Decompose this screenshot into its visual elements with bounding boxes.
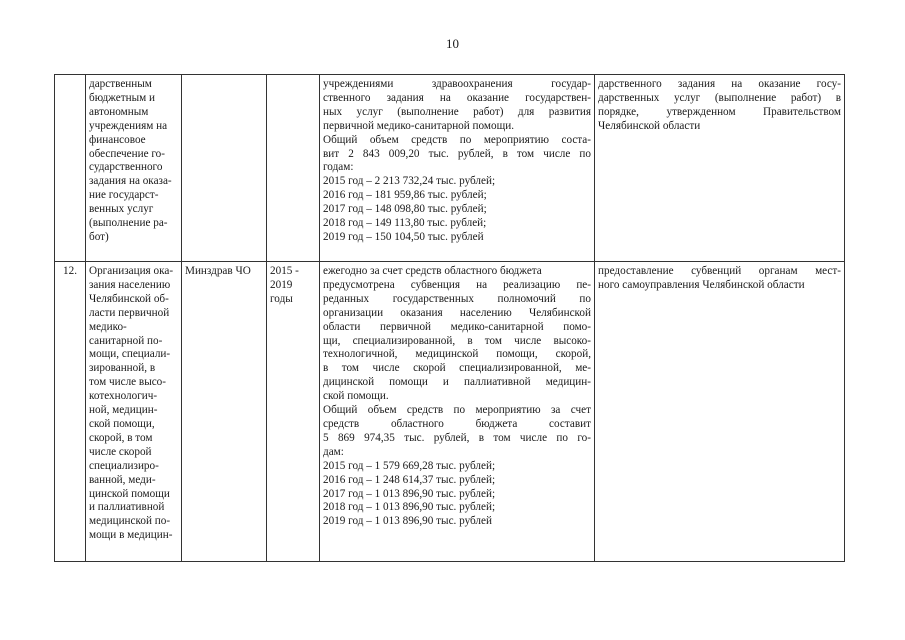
cell-text-line: медицинской по- [89, 515, 171, 528]
cell-text-line: 2015 год – 1 579 669,28 тыс. рублей; [323, 459, 496, 472]
cell-text-line: сударственного [89, 161, 163, 174]
result-cell [595, 75, 845, 262]
table-row [55, 75, 845, 262]
cell-text-line: 2018 год – 149 113,80 тыс. рублей; [323, 217, 487, 230]
cell-text-line: дам: [323, 445, 344, 458]
cell-text-line: 2019 год – 1 013 896,90 тыс. рублей [323, 515, 492, 528]
measure-name-cell [86, 262, 182, 562]
cell-text-line: дарственных услуг (выполнение работ) в [598, 91, 841, 104]
cell-text-line: предоставление субвенций органам мест- [598, 265, 841, 277]
cell-text-line: щи, специализированной, в том числе высоко- [323, 334, 591, 347]
cell-text-line: (выполнение ра- [89, 217, 168, 230]
cell-text-line: цинской помощи [89, 487, 170, 500]
cell-text-line: 5 869 974,35 тыс. рублей, в том числе по го- [323, 431, 591, 444]
cell-text-line: финансовое [89, 133, 146, 146]
cell-text-line: специализиро- [89, 459, 159, 472]
cell-text-line: ской помощи. [323, 390, 389, 403]
page-number: 10 [446, 36, 459, 51]
cell-text-line: 2016 год – 181 959,86 тыс. рублей; [323, 189, 487, 202]
executor-cell [182, 75, 267, 262]
cell-text-line: ской помощи, [89, 417, 155, 430]
cell-text-line: области первичной медико-санитарной помо- [323, 320, 591, 333]
table-row [55, 262, 845, 562]
cell-text-line: ного самоуправления Челябинской области [598, 278, 805, 291]
cell-text-line: 2016 год – 1 248 614,37 тыс. рублей; [323, 473, 496, 486]
years-cell [267, 262, 320, 562]
executor-cell: Минздрав ЧО [182, 262, 267, 562]
cell-text-line: Общий объем средств по мероприятию за счет [323, 404, 591, 417]
cell-text-line: предусмотрена субвенция на реализацию пе- [323, 278, 591, 291]
cell-text-line: Организация ока- [89, 265, 174, 277]
cell-text-line: дарственного задания на оказание госу- [598, 78, 841, 90]
cell-text-line: реданных государственных полномочий по [323, 292, 591, 305]
cell-text-line: 2015 - [270, 265, 299, 277]
years-cell [267, 75, 320, 262]
cell-text-line: зания населению [89, 278, 171, 291]
cell-text-line: ных услуг (выполнение работ) для развития [323, 105, 591, 118]
cell-text-line: и паллиативной [89, 501, 165, 514]
cell-text-line: годам: [323, 161, 354, 174]
cell-text-line: санитарной по- [89, 334, 163, 347]
cell-text-line: ванной, меди- [89, 473, 156, 486]
cell-text-line: годы [270, 292, 293, 305]
cell-text-line: дарственным [89, 78, 152, 90]
row-number-cell: 12. [55, 262, 86, 562]
cell-text-line: в том числе скорой специализированной, ме- [323, 362, 591, 375]
cell-text-line: 2019 [270, 278, 293, 291]
cell-text-line: котехнологич- [89, 390, 158, 403]
cell-text-line: ние государст- [89, 189, 159, 202]
cell-text-line: 2015 год – 2 213 732,24 тыс. рублей; [323, 175, 496, 188]
cell-text-line: средств областного бюджета составит [323, 417, 591, 430]
cell-text-line: порядке, утвержденном Правительством [598, 105, 841, 118]
cell-text-line: скорой, в том [89, 431, 153, 444]
cell-text-line: ежегодно за счет средств областного бюджета [323, 265, 542, 277]
cell-text-line: венных услуг [89, 203, 154, 216]
cell-text-line: 2017 год – 148 098,80 тыс. рублей; [323, 203, 487, 216]
cell-text-line: числе скорой [89, 445, 152, 458]
cell-text-line: учреждениями здравоохранения государ- [323, 78, 591, 90]
cell-text-line: ственного задания на оказание государствен- [323, 91, 591, 104]
row-number-cell [55, 75, 86, 262]
measure-name-cell [86, 75, 182, 262]
cell-text-line: технологичной, медицинской помощи, скорой, [323, 348, 591, 361]
cell-text-line: мощи в медицин- [89, 529, 173, 542]
cell-text-line: медико- [89, 320, 127, 333]
cell-text-line: учреждениям на [89, 119, 168, 132]
cell-text-line: автономным [89, 105, 149, 118]
cell-text-line: 2018 год – 1 013 896,90 тыс. рублей; [323, 501, 496, 514]
cell-text-line: 2017 год – 1 013 896,90 тыс. рублей; [323, 487, 496, 500]
cell-text-line: 2019 год – 150 104,50 тыс. рублей [323, 230, 484, 243]
cell-text-line: задания на оказа- [89, 175, 172, 188]
cell-text-line: бюджетным и [89, 91, 155, 104]
description-cell [320, 75, 595, 262]
cell-text-line: бот) [89, 230, 109, 243]
cell-text-line: ной, медицин- [89, 404, 158, 417]
cell-text-line: зированной, в [89, 362, 156, 375]
measures-table [54, 74, 845, 562]
result-cell [595, 262, 845, 562]
cell-text-line: Общий объем средств по мероприятию соста- [323, 133, 591, 146]
description-cell [320, 262, 595, 562]
cell-text-line: ласти первичной [89, 306, 170, 319]
cell-text-line: дицинской помощи и паллиативной медицин- [323, 376, 591, 389]
cell-text-line: первичной медико-санитарной помощи. [323, 119, 515, 132]
cell-text-line: вит 2 843 009,20 тыс. рублей, в том числе по [323, 147, 591, 160]
cell-text-line: обеспечение го- [89, 147, 165, 160]
cell-text-line: Челябинской области [598, 119, 701, 132]
cell-text-line: организации оказания населению Челябинской [323, 306, 591, 319]
cell-text-line: мощи, специали- [89, 348, 171, 361]
cell-text-line: том числе высо- [89, 376, 167, 389]
cell-text-line: Челябинской об- [89, 292, 169, 305]
